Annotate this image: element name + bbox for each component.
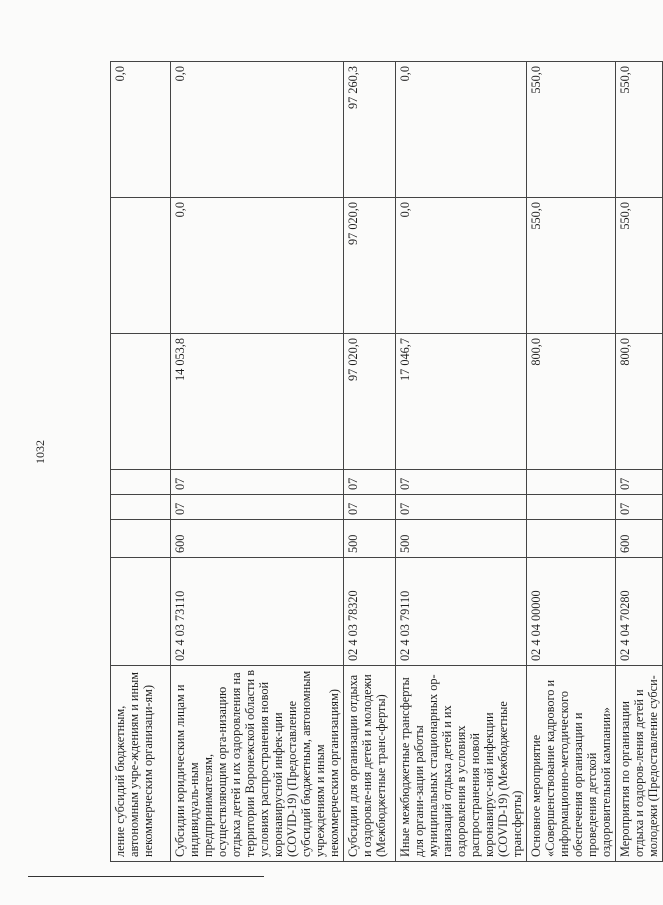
cell-value-1: 97 020,0	[344, 334, 396, 470]
cell-vr	[527, 520, 616, 558]
cell-value-1: 800,0	[616, 334, 663, 470]
cell-value-2: 550,0	[616, 198, 663, 334]
cell-value-2: 0,0	[396, 198, 527, 334]
cell-rz: 07	[396, 495, 527, 520]
cell-value-3: 97 260,3	[344, 62, 396, 198]
cell-value-1	[111, 334, 171, 470]
table-row	[616, 62, 663, 862]
cell-value-1: 14 053,8	[171, 334, 344, 470]
cell-pr: 07	[171, 470, 344, 495]
cell-pr: 07	[396, 470, 527, 495]
cell-name: Мероприятия по организации отдыха и оздоров-ления детей и молодежи (Предоставление субси-	[616, 666, 663, 862]
cell-csr: 02 4 03 73110	[171, 558, 344, 666]
budget-table	[110, 61, 663, 862]
cell-name: Субсидии для организации отдыха и оздоровле-ния детей и молодежи (Межбюджетные транс-ферты)	[344, 666, 396, 862]
cell-pr	[527, 470, 616, 495]
cell-csr	[111, 558, 171, 666]
cell-pr: 07	[344, 470, 396, 495]
cell-value-2: 97 020,0	[344, 198, 396, 334]
cell-value-2: 550,0	[527, 198, 616, 334]
cell-vr: 600	[171, 520, 344, 558]
cell-vr: 500	[344, 520, 396, 558]
cell-name: Иные межбюджетные трансферты для органи-зации работы муниципальных стационарных ор-ганизаций отдыха детей и их оздоровления в условиях распространения новой коронавирус-ной инфекции (COVID-19) (Межбюджетные трансферты)	[396, 666, 527, 862]
cell-value-2	[111, 198, 171, 334]
cell-rz: 07	[344, 495, 396, 520]
cell-rz	[111, 495, 171, 520]
cell-name: ление субсидий бюджетным, автономным учре-ждениям и иным некоммерческим организаци-ям)	[111, 666, 171, 862]
cell-name: Субсидии юридическим лицам и индивидуаль-ным предпринимателям, осуществляющим орга-низацию отдыха детей и их оздоровления на территории Воронежской области в условиях распространения новой коронавирусной инфек-ции (COVID-19) (Предоставление субсидий бюджетным, автономным учреждениям и иным некоммерческим организациям)	[171, 666, 344, 862]
table-row	[171, 62, 344, 862]
cell-vr: 600	[616, 520, 663, 558]
cell-csr: 02 4 04 00000	[527, 558, 616, 666]
table-row	[527, 62, 616, 862]
table-row	[344, 62, 396, 862]
cell-value-3: 0,0	[171, 62, 344, 198]
cell-csr: 02 4 04 70280	[616, 558, 663, 666]
cell-csr: 02 4 03 79110	[396, 558, 527, 666]
cell-pr: 07	[616, 470, 663, 495]
cell-csr: 02 4 03 78320	[344, 558, 396, 666]
cell-value-1: 17 046,7	[396, 334, 527, 470]
rotated-table-container	[110, 62, 660, 862]
cell-value-3: 550,0	[527, 62, 616, 198]
cell-name: Основное мероприятие «Совершенствование кадрового и информационно-методического обеспечения организации и проведения детской оздоровительной кампании»	[527, 666, 616, 862]
cell-vr	[111, 520, 171, 558]
cell-rz: 07	[616, 495, 663, 520]
cell-vr: 500	[396, 520, 527, 558]
bottom-divider	[28, 876, 264, 877]
cell-value-2: 0,0	[171, 198, 344, 334]
cell-pr	[111, 470, 171, 495]
page-number: 1032	[33, 440, 47, 464]
cell-value-3: 0,0	[396, 62, 527, 198]
table-row	[396, 62, 527, 862]
cell-rz	[527, 495, 616, 520]
cell-value-3: 550,0	[616, 62, 663, 198]
cell-value-3: 0,0	[111, 62, 171, 198]
table-row	[111, 62, 171, 862]
cell-rz: 07	[171, 495, 344, 520]
cell-value-1: 800,0	[527, 334, 616, 470]
